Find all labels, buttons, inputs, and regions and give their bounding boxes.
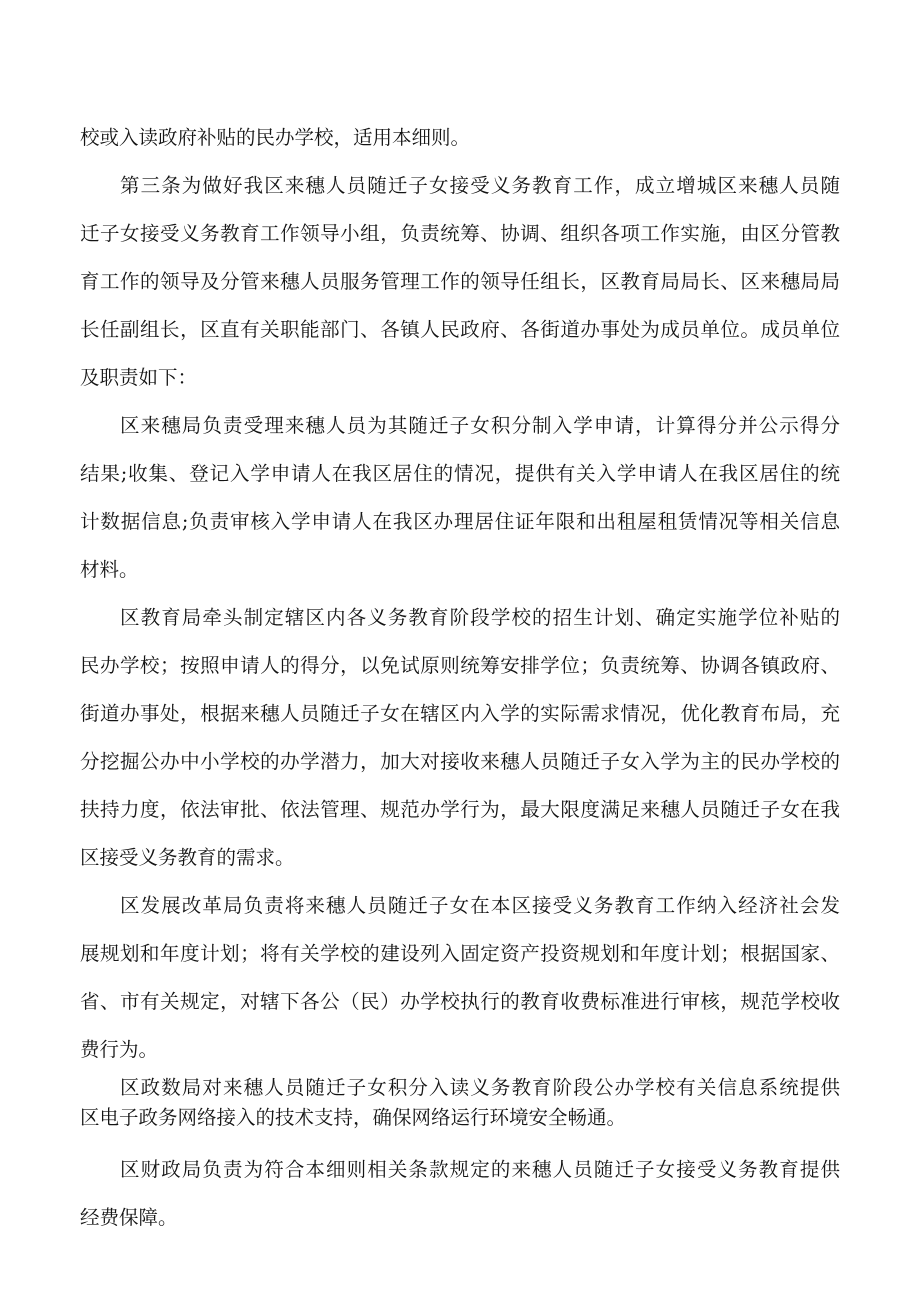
text-line: 分挖掘公办中小学校的办学潜力，加大对接收来穗人员随迁子女入学为主的民办学校的	[80, 750, 840, 773]
text-line: 扶持力度，依法审批、依法管理、规范办学行为，最大限度满足来穗人员随迁子女在我	[80, 798, 840, 821]
text-line: 民办学校；按照申请人的得分，以免试原则统筹安排学位；负责统筹、协调各镇政府、	[80, 654, 840, 677]
text-line: 计数据信息;负责审核入学申请人在我区办理居住证年限和出租屋租赁情况等相关信息	[80, 510, 840, 533]
text-line: 长任副组长，区直有关职能部门、各镇人民政府、各街道办事处为成员单位。成员单位	[80, 318, 840, 341]
text-line: 区政数局对来穗人员随迁子女积分入读义务教育阶段公办学校有关信息系统提供	[120, 1076, 840, 1099]
text-line: 及职责如下：	[80, 366, 198, 389]
text-line: 第三条为做好我区来穗人员随迁子女接受义务教育工作，成立增城区来穗人员随	[120, 174, 840, 197]
text-line: 区接受义务教育的需求。	[80, 846, 295, 869]
text-line: 费行为。	[80, 1038, 159, 1061]
text-line: 经费保障。	[80, 1206, 178, 1229]
text-line: 街道办事处，根据来穗人员随迁子女在辖区内入学的实际需求情况，优化教育布局，充	[80, 702, 840, 725]
text-line: 区发展改革局负责将来穗人员随迁子女在本区接受义务教育工作纳入经济社会发	[120, 894, 840, 917]
text-line: 材料。	[80, 558, 139, 581]
text-line: 区电子政务网络接入的技术支持，确保网络运行环境安全畅通。	[80, 1106, 627, 1129]
text-line: 区财政局负责为符合本细则相关条款规定的来穗人员随迁子女接受义务教育提供	[120, 1158, 840, 1181]
text-line: 育工作的领导及分管来穗人员服务管理工作的领导任组长，区教育局局长、区来穗局局	[80, 270, 840, 293]
text-line: 区教育局牵头制定辖区内各义务教育阶段学校的招生计划、确定实施学位补贴的	[120, 606, 840, 629]
text-line: 校或入读政府补贴的民办学校，适用本细则。	[80, 126, 471, 149]
text-line: 省、市有关规定，对辖下各公（民）办学校执行的教育收费标准进行审核，规范学校收	[80, 990, 840, 1013]
text-line: 结果;收集、登记入学申请人在我区居住的情况，提供有关入学申请人在我区居住的统	[80, 462, 840, 485]
text-line: 区来穗局负责受理来穗人员为其随迁子女积分制入学申请，计算得分并公示得分	[120, 414, 840, 437]
text-line: 迁子女接受义务教育工作领导小组，负责统筹、协调、组织各项工作实施，由区分管教	[80, 222, 840, 245]
text-line: 展规划和年度计划；将有关学校的建设列入固定资产投资规划和年度计划；根据国家、	[80, 942, 840, 965]
